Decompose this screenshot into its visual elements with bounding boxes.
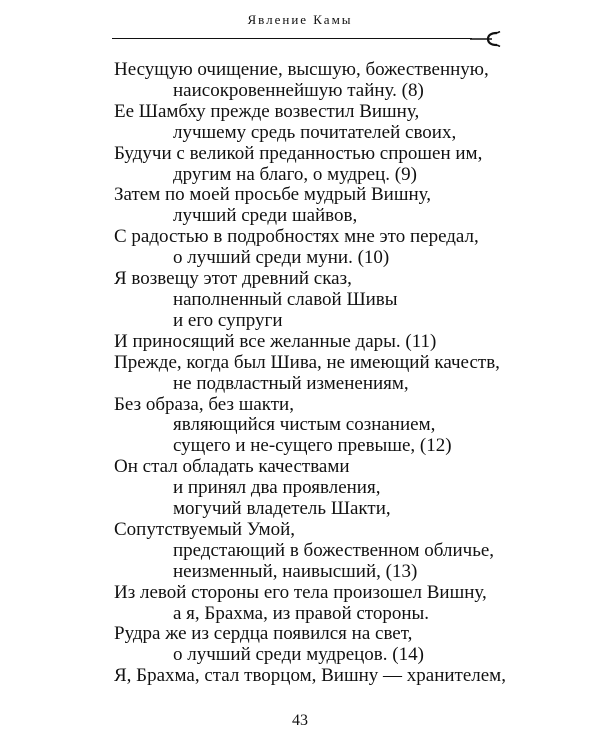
verse-line: лучший среди шайвов, — [173, 205, 358, 227]
running-header — [0, 0, 600, 50]
verse-line: Сопутствуемый Умой, — [114, 518, 296, 540]
verse-line: Будучи с великой преданностью спрошен им, — [114, 142, 483, 164]
verse-line: и принял два проявления, — [173, 477, 381, 499]
verse-line: Из левой стороны его тела произошел Вишну, — [114, 581, 487, 603]
verse-line: не подвластный изменениям, — [173, 372, 409, 394]
verse-line: Рудра же из сердца появился на свет, — [114, 623, 413, 645]
page-number: 43 — [292, 712, 308, 729]
verse-line: предстающий в божественном обличье, — [173, 539, 495, 561]
verse-line: Я, Брахма, стал творцом, Вишну — хранителем, — [114, 665, 506, 687]
verse-line: С радостью в подробностях мне это передал, — [114, 226, 479, 248]
verse-line: являющийся чистым сознанием, — [173, 414, 436, 436]
verse-text — [114, 60, 534, 687]
verse-line: Я возвещу этот древний сказ, — [114, 268, 352, 290]
verse-line: и его супруги — [173, 309, 283, 331]
verse-line: другим на благо, о мудрец. (9) — [173, 163, 417, 185]
header-rule — [112, 38, 472, 39]
verse-line: сущего и не-сущего превыше, (12) — [173, 435, 452, 457]
verse-line: неизменный, наивысший, (13) — [173, 560, 418, 582]
verse-line: Прежде, когда был Шива, не имеющий качеств, — [114, 351, 500, 373]
verse-line: о лучший среди муни. (10) — [173, 247, 390, 269]
verse-line: Несущую очищение, высшую, божественную, — [114, 59, 489, 80]
verse-line: Он стал обладать качествами — [114, 456, 350, 478]
verse-line: о лучший среди мудрецов. (14) — [173, 644, 424, 666]
running-header-title: Явление Камы — [247, 12, 353, 27]
verse-line: наисокровеннейшую тайну. (8) — [173, 79, 424, 101]
verse-line: Ее Шамбху прежде возвестил Вишну, — [114, 100, 420, 122]
verse-line: И приносящий все желанные дары. (11) — [114, 330, 437, 352]
verse-line: Затем по моей просьбе мудрый Вишну, — [114, 184, 431, 206]
verse-line: могучий владетель Шакти, — [173, 498, 391, 520]
verse-line: наполненный славой Шивы — [173, 288, 398, 310]
verse-line: а я, Брахма, из правой стороны. — [173, 602, 430, 624]
verse-line: Без образа, без шакти, — [114, 393, 294, 415]
trident-icon — [470, 31, 502, 47]
verse-line: лучшему средь почитателей своих, — [173, 121, 457, 143]
